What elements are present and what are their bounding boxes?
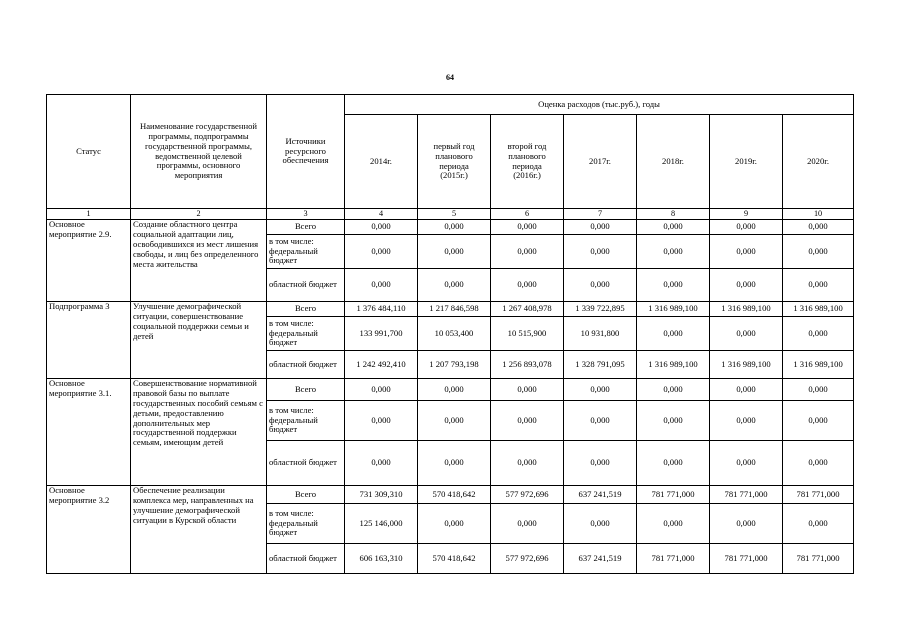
header-estimate: Оценка расходов (тыс.руб.), годы [345,95,854,115]
source-cell-total: Всего [267,486,345,504]
column-index: 3 [267,209,345,220]
value-cell: 1 256 893,078 [491,351,564,379]
source-cell-federal: в том числе: федеральный бюджет [267,401,345,441]
value-cell: 0,000 [491,441,564,486]
value-cell: 0,000 [564,504,637,544]
program-name-cell: Обеспечение реализации комплекса мер, направленных на улучшение демографической ситуации в Курской области [131,486,267,574]
value-cell: 0,000 [710,441,783,486]
value-cell: 0,000 [418,401,491,441]
value-cell: 0,000 [783,317,854,351]
value-cell: 0,000 [637,401,710,441]
source-cell-regional: областной бюджет [267,441,345,486]
status-cell: Основное мероприятие 2.9. [47,220,131,302]
header-year: 2018г. [637,115,710,209]
value-cell: 0,000 [783,401,854,441]
value-cell: 1 316 989,100 [783,302,854,317]
value-cell: 0,000 [418,379,491,401]
value-cell: 133 991,700 [345,317,418,351]
value-cell: 1 339 722,895 [564,302,637,317]
value-cell: 10 515,900 [491,317,564,351]
value-cell: 0,000 [637,504,710,544]
value-cell: 0,000 [418,235,491,269]
value-cell: 0,000 [491,504,564,544]
budget-table-body [47,220,854,574]
table-row [47,379,854,401]
value-cell: 10 053,400 [418,317,491,351]
value-cell: 1 328 791,095 [564,351,637,379]
value-cell: 0,000 [783,379,854,401]
value-cell: 0,000 [637,269,710,302]
source-cell-total: Всего [267,302,345,317]
value-cell: 0,000 [783,269,854,302]
value-cell: 0,000 [345,269,418,302]
column-index: 6 [491,209,564,220]
value-cell: 0,000 [418,269,491,302]
value-cell: 606 163,310 [345,544,418,574]
value-cell: 781 771,000 [783,486,854,504]
value-cell: 0,000 [345,401,418,441]
value-cell: 0,000 [637,379,710,401]
source-cell-regional: областной бюджет [267,351,345,379]
value-cell: 1 207 793,198 [418,351,491,379]
value-cell: 0,000 [637,220,710,235]
value-cell: 781 771,000 [637,544,710,574]
value-cell: 0,000 [710,504,783,544]
program-name-cell: Создание областного центра социальной адаптации лиц, освободившихся из мест лишения свободы, и лиц без определенного места жительства [131,220,267,302]
table-row [47,302,854,317]
value-cell: 0,000 [491,269,564,302]
value-cell: 0,000 [637,317,710,351]
value-cell: 0,000 [710,235,783,269]
value-cell: 0,000 [345,220,418,235]
value-cell: 0,000 [783,220,854,235]
value-cell: 781 771,000 [637,486,710,504]
column-index: 9 [710,209,783,220]
value-cell: 0,000 [637,441,710,486]
value-cell: 0,000 [783,235,854,269]
value-cell: 0,000 [710,401,783,441]
value-cell: 0,000 [491,220,564,235]
value-cell: 0,000 [491,401,564,441]
value-cell: 1 267 408,978 [491,302,564,317]
value-cell: 781 771,000 [710,486,783,504]
column-index: 7 [564,209,637,220]
value-cell: 577 972,696 [491,486,564,504]
value-cell: 0,000 [564,269,637,302]
value-cell: 0,000 [418,504,491,544]
value-cell: 10 931,800 [564,317,637,351]
value-cell: 637 241,519 [564,486,637,504]
page-number: 64 [446,73,454,82]
value-cell: 0,000 [710,269,783,302]
source-cell-total: Всего [267,220,345,235]
value-cell: 1 376 484,110 [345,302,418,317]
value-cell: 0,000 [710,220,783,235]
value-cell: 637 241,519 [564,544,637,574]
value-cell: 1 316 989,100 [637,351,710,379]
value-cell: 0,000 [783,441,854,486]
value-cell: 0,000 [491,235,564,269]
value-cell: 125 146,000 [345,504,418,544]
source-cell-federal: в том числе: федеральный бюджет [267,317,345,351]
value-cell: 0,000 [564,401,637,441]
value-cell: 1 316 989,100 [710,302,783,317]
value-cell: 781 771,000 [710,544,783,574]
value-cell: 0,000 [418,441,491,486]
header-year: 2019г. [710,115,783,209]
header-sources: Источники ресурсного обеспечения [267,95,345,209]
source-cell-federal: в том числе: федеральный бюджет [267,504,345,544]
header-year: первый год планового периода (2015г.) [418,115,491,209]
column-index: 4 [345,209,418,220]
table-row [47,486,854,504]
value-cell: 0,000 [564,220,637,235]
value-cell: 0,000 [345,441,418,486]
source-cell-regional: областной бюджет [267,544,345,574]
value-cell: 0,000 [783,504,854,544]
value-cell: 731 309,310 [345,486,418,504]
header-year: 2020г. [783,115,854,209]
value-cell: 0,000 [564,441,637,486]
column-index: 8 [637,209,710,220]
value-cell: 570 418,642 [418,486,491,504]
value-cell: 1 217 846,598 [418,302,491,317]
column-index: 10 [783,209,854,220]
header-year: второй год планового периода (2016г.) [491,115,564,209]
header-year: 2017г. [564,115,637,209]
status-cell: Основное мероприятие 3.2 [47,486,131,574]
column-index: 5 [418,209,491,220]
status-cell: Подпрограмма 3 [47,302,131,379]
status-cell: Основное мероприятие 3.1. [47,379,131,486]
value-cell: 0,000 [710,317,783,351]
value-cell: 0,000 [418,220,491,235]
value-cell: 1 316 989,100 [637,302,710,317]
value-cell: 577 972,696 [491,544,564,574]
value-cell: 1 316 989,100 [783,351,854,379]
source-cell-total: Всего [267,379,345,401]
header-status: Статус [47,95,131,209]
program-name-cell: Улучшение демографической ситуации, совершенствование социальной поддержки семьи и детей [131,302,267,379]
value-cell: 0,000 [564,379,637,401]
budget-table [46,94,854,574]
header-year: 2014г. [345,115,418,209]
value-cell: 0,000 [710,379,783,401]
source-cell-regional: областной бюджет [267,269,345,302]
value-cell: 0,000 [564,235,637,269]
program-name-cell: Совершенствование нормативной правовой базы по выплате государственных пособий семьям с детьми, предоставлению дополнительных мер государственной поддержки семьям, имеющим детей [131,379,267,486]
source-cell-federal: в том числе: федеральный бюджет [267,235,345,269]
value-cell: 570 418,642 [418,544,491,574]
header-name: Наименование государственной программы, подпрограммы государственной программы, ведомственной целевой программы, основного мероприятия [131,95,267,209]
column-index: 2 [131,209,267,220]
value-cell: 1 316 989,100 [710,351,783,379]
value-cell: 0,000 [345,235,418,269]
value-cell: 0,000 [637,235,710,269]
value-cell: 0,000 [491,379,564,401]
value-cell: 0,000 [345,379,418,401]
column-index: 1 [47,209,131,220]
value-cell: 781 771,000 [783,544,854,574]
table-row [47,220,854,235]
value-cell: 1 242 492,410 [345,351,418,379]
